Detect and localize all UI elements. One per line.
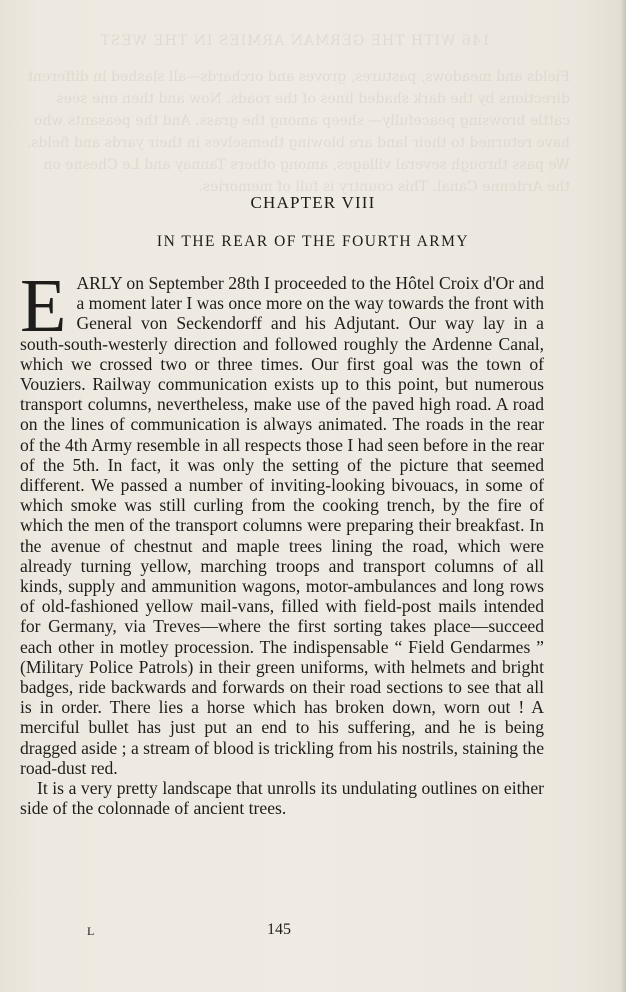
drop-cap: E — [20, 264, 67, 348]
chapter-title: CHAPTER VIII — [250, 193, 376, 212]
paragraph-2: It is a very pretty landscape that unrolls its undulating outlines on either side of the colonnade of ancient trees. — [20, 778, 544, 819]
page-edge-shadow — [620, 0, 626, 992]
body-text — [20, 264, 544, 819]
show-through-text: 146 WITH THE GERMAN ARMIES IN THE WEST Fields and meadows, pastures, groves and orchards—all slashed in different directions by the dark shaded lines of the roads. Now and then one sees cattle browsing peacefully— sheep among the grass. And the peasants who have returned to their land are blowing themselves in their yards and fields. We pass through several villages, among others Tannay and Le Chesne on the Ardenne Canal. This country is full of memories. — [26, 33, 570, 195]
paragraph-1-text: ARLY on September 28th I proceeded to the Hôtel Croix d'Or and a moment later I was once more on the way towards the front with General von Seckendorff and his Adjutant. Our way lay in a south-south-westerly direction and followed roughly the Ardenne Canal, which we crossed two or three times. Our first goal was the town of Vouziers. Railway communication exists up to this point, but numerous transport columns, nevertheless, make use of the paved high road. A road on the lines of communication is always animated. The roads in the rear of the 4th Army resemble in all respects those I had seen before in the rear of the 5th. In fact, it was only the setting of the picture that seemed different. We passed a number of inviting-looking bivouacs, in some of which smoke was still curling from the cooking trench, by the fire of which the men of the transport columns were preparing their breakfast. In the avenue of chestnut and maple trees lining the road, which were already turning yellow, marching troops and transport columns of all kinds, supply and ammunition wagons, motor-ambulances and long rows of old-fashioned yellow mail-vans, filled with field-post mails intended for Germany, via Treves—where the first sorting takes place—succeed each other in motley procession. The indispensable “ Field Gendarmes ” (Military Police Patrols) in their green uniforms, with helmets and bright badges, ride backwards and forwards on their road sections to see that all is in order. There lies a horse which has broken down, worn out ! A merciful bullet has just put an end to his suffering, and he is being dragged aside ; a stream of blood is trickling from his nostrils, staining the road-dust red. — [20, 273, 544, 778]
page-number: 145 — [267, 921, 291, 938]
signature-mark: L — [87, 924, 95, 938]
chapter-subtitle: IN THE REAR OF THE FOURTH ARMY — [156, 233, 470, 250]
paragraph-1 — [20, 264, 544, 778]
